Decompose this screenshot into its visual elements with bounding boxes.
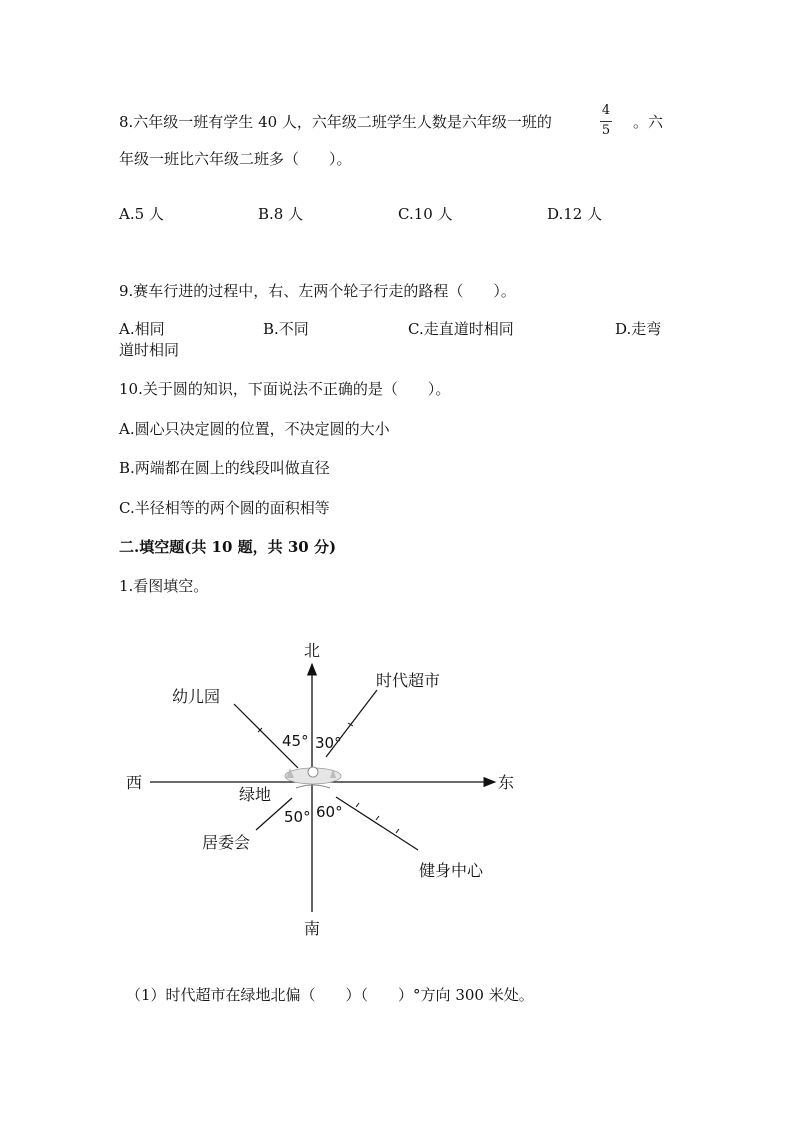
label-south: 南: [304, 919, 321, 938]
q8-line1: 8.六年级一班有学生 40 人，六年级二班学生人数是六年级一班的: [119, 113, 552, 131]
q9-option-b: B.不同: [263, 320, 309, 338]
green-area-icon: [285, 767, 341, 788]
label-sw: 居委会: [202, 833, 251, 852]
ray-se: [336, 797, 418, 850]
tick-se-3: [396, 829, 399, 833]
q8-line1-end: 。六: [633, 113, 664, 131]
q10-stem: 10.关于圆的知识，下面说法不正确的是（ ）。: [119, 380, 451, 398]
label-west: 西: [126, 773, 143, 792]
label-center: 绿地: [239, 785, 272, 804]
q9-option-d: D.走弯: [615, 320, 662, 338]
label-nw: 幼儿园: [172, 687, 221, 706]
q8-line2: 年级一班比六年级二班多（ ）。: [119, 150, 352, 168]
q9-option-a: A.相同: [119, 320, 165, 338]
q9-option-c: C.走直道时相同: [408, 320, 514, 338]
angle-se: 60°: [316, 803, 343, 821]
angle-sw: 50°: [284, 808, 311, 826]
q8-option-c: C.10 人: [398, 205, 453, 223]
fraction-numerator: 4: [601, 103, 611, 118]
angle-nw: 45°: [282, 732, 309, 750]
angle-ne: 30°: [315, 734, 342, 752]
label-north: 北: [304, 641, 321, 660]
q10-option-b: B.两端都在圆上的线段叫做直径: [119, 459, 330, 477]
q8-option-b: B.8 人: [258, 205, 304, 223]
q9-option-d-cont: 道时相同: [119, 341, 180, 359]
q8-option-a: A.5 人: [119, 205, 164, 223]
q8-option-d: D.12 人: [547, 205, 603, 223]
fill1-sub1: （1）时代超市在绿地北偏（ ）（ ）°方向 300 米处。: [126, 986, 534, 1004]
label-se: 健身中心: [419, 861, 484, 880]
q10-option-c: C.半径相等的两个圆的面积相等: [119, 499, 330, 517]
tick-se-2: [376, 816, 379, 820]
fraction-denominator: 5: [601, 123, 611, 138]
q9-stem: 9.赛车行进的过程中，右、左两个轮子行走的路程（ ）。: [119, 282, 516, 300]
fill1-stem: 1.看图填空。: [119, 577, 209, 595]
q10-option-a: A.圆心只决定圆的位置，不决定圆的大小: [119, 420, 390, 438]
label-ne: 时代超市: [376, 671, 441, 690]
label-east: 东: [498, 773, 515, 792]
tick-se-1: [356, 803, 359, 807]
section-title: 二.填空题(共 10 题，共 30 分): [119, 538, 337, 556]
